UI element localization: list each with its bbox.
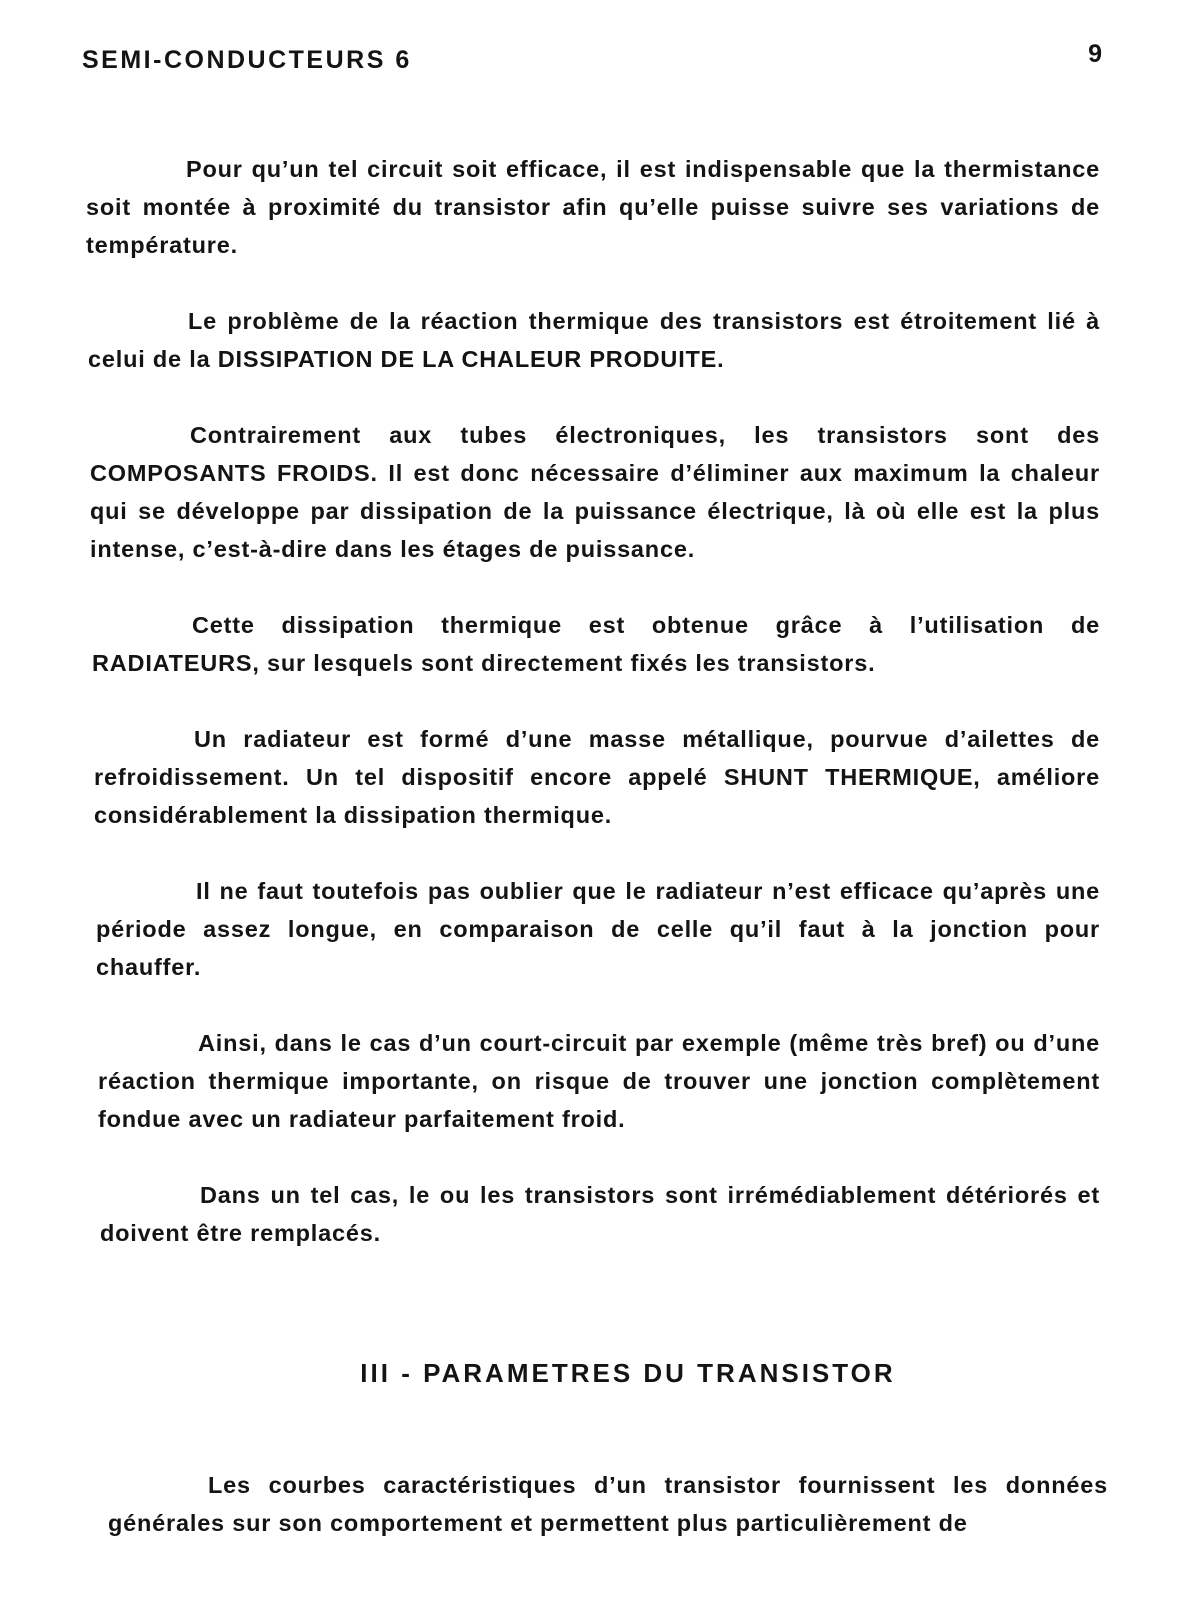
paragraph-reaction-thermique: Le problème de la réaction thermique des transistors est étroitement lié à celui de la DISSIPATION DE LA CHALEUR PRODUITE. [88, 308, 1100, 372]
paragraph-composants-froids: Contrairement aux tubes électroniques, les transistors sont des COMPOSANTS FROIDS. Il est donc nécessaire d’éliminer aux maximum la chaleur qui se développe par dissipation de la puissance électrique, là où elle est la plus intense, c’est-à-dire dans les étages de puissance. [90, 422, 1100, 562]
paragraph-remplacement: Dans un tel cas, le ou les transistors sont irrémédiablement détériorés et doivent être remplacés. [100, 1182, 1100, 1246]
body-text [86, 150, 1100, 1290]
paragraph-shunt-thermique: Un radiateur est formé d’une masse métallique, pourvue d’ailettes de refroidissement. Un tel dispositif encore appelé SHUNT THERMIQUE, améliore considérablement la dissipation thermique. [94, 726, 1100, 828]
header-title: SEMI-CONDUCTEURS 6 [82, 46, 412, 74]
page-number: 9 [1088, 40, 1102, 68]
running-header [82, 40, 1102, 80]
paragraph-efficacite-radiateur: Il ne faut toutefois pas oublier que le radiateur n’est efficace qu’après une période assez longue, en comparaison de celle qu’il faut à la jonction pour chauffer. [96, 878, 1100, 980]
paragraph-court-circuit: Ainsi, dans le cas d’un court-circuit par exemple (même très bref) ou d’une réaction thermique importante, on risque de trouver une jonction complètement fondue avec un radiateur parfaitement froid. [98, 1030, 1100, 1132]
paragraph-courbes-caracteristiques: Les courbes caractéristiques d’un transistor fournissent les données générales sur son comportement et permettent plus particulièrement de [108, 1472, 1108, 1536]
closing-text [108, 1466, 1108, 1542]
paragraph-radiateurs: Cette dissipation thermique est obtenue grâce à l’utilisation de RADIATEURS, sur lesquels sont directement fixés les transistors. [92, 612, 1100, 676]
section-heading: III - PARAMETRES DU TRANSISTOR [360, 1358, 896, 1388]
paragraph-thermistance: Pour qu’un tel circuit soit efficace, il est indispensable que la thermistance soit montée à proximité du transistor afin qu’elle puisse suivre ses variations de température. [86, 156, 1100, 258]
